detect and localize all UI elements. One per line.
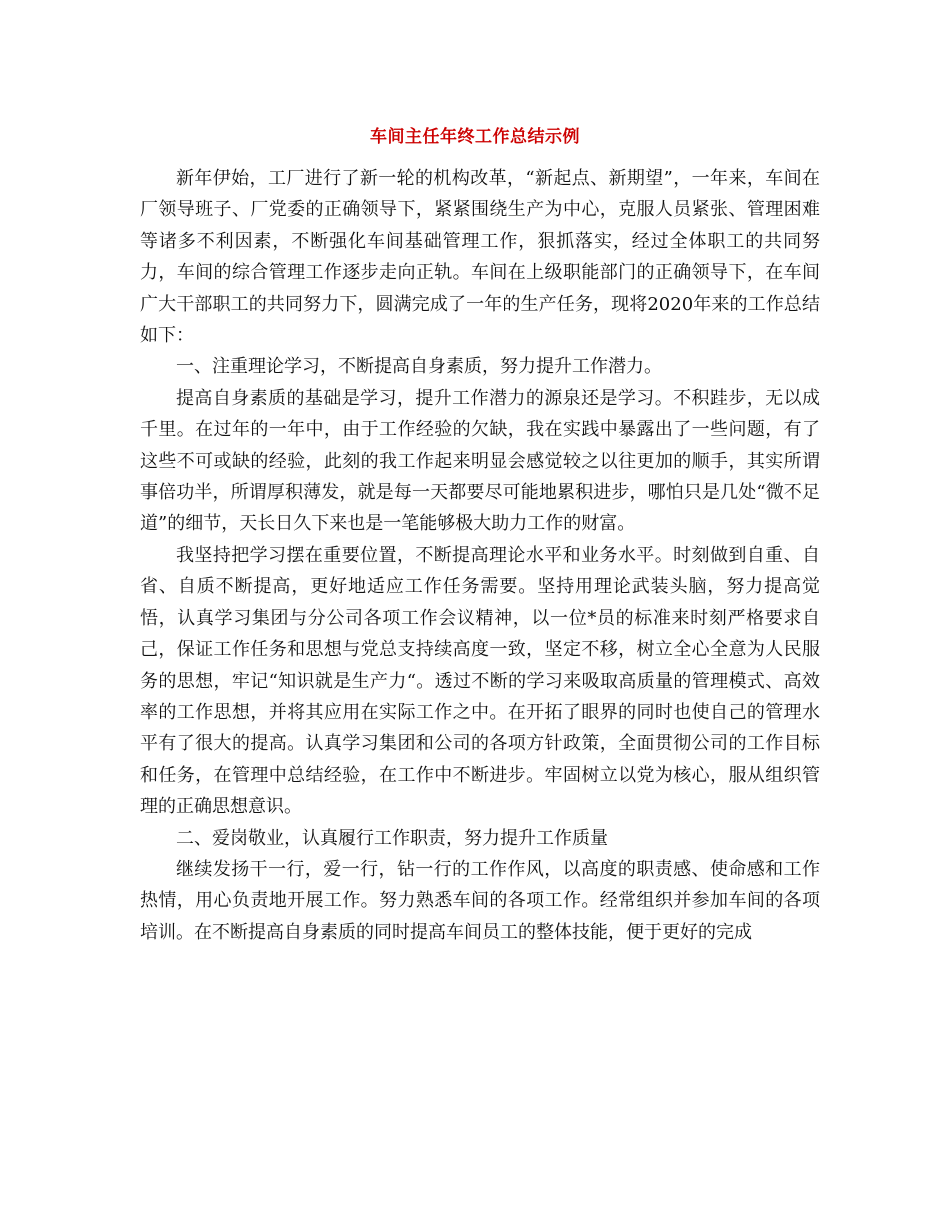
section-heading-1: 一、注重理论学习，不断提高自身素质，努力提升工作潜力。 xyxy=(176,356,662,378)
document-body xyxy=(140,163,820,948)
paragraph-intro: 新年伊始，工厂进行了新一轮的机构改革，“新起点、新期望”，一年来，车间在厂领导班子、厂党委的正确领导下，紧紧围绕生产为中心，克服人员紧张、管理困难等诸多不利因素，不断强化车间基础管理工作，狠抓落实，经过全体职工的共同努力，车间的综合管理工作逐步走向正轨。车间在上级职能部门的正确领导下，在车间广大干部职工的共同努力下，圆满完成了一年的生产任务，现将2020年来的工作总结如下： xyxy=(140,168,820,347)
paragraph-work-style: 继续发扬干一行，爱一行，钻一行的工作作风，以高度的职责感、使命感和工作热情，用心负责地开展工作。努力熟悉车间的各项工作。经常组织并参加车间的各项培训。在不断提高自身素质的同时提高车间员工的整体技能，便于更好的完成 xyxy=(140,858,820,943)
paragraph-study-priority: 我坚持把学习摆在重要位置，不断提高理论水平和业务水平。时刻做到自重、自省、自质不断提高，更好地适应工作任务需要。坚持用理论武装头脑，努力提高觉悟，认真学习集团与分公司各项工作会议精神，以一位*员的标准来时刻严格要求自己，保证工作任务和思想与党总支持续高度一致，坚定不移，树立全心全意为人民服务的思想，牢记“知识就是生产力“。透过不断的学习来吸取高质量的管理模式、高效率的工作思想，并将其应用在实际工作之中。在开拓了眼界的同时也使自己的管理水平有了很大的提高。认真学习集团和公司的各项方针政策，全面贯彻公司的工作目标和任务，在管理中总结经验，在工作中不断进步。牢固树立以党为核心，服从组织管理的正确思想意识。 xyxy=(140,544,820,818)
document-title: 车间主任年终工作总结示例 xyxy=(370,127,580,147)
paragraph-study-foundation: 提高自身素质的基础是学习，提升工作潜力的源泉还是学习。不积跬步，无以成千里。在过年的一年中，由于工作经验的欠缺，我在实践中暴露出了一些问题，有了这些不可或缺的经验，此刻的我工作起来明显会感觉较之以往更加的顺手，其实所谓事倍功半，所谓厚积薄发，就是每一天都要尽可能地累积进步，哪怕只是几处“微不足道”的细节，天长日久下来也是一笔能够极大助力工作的财富。 xyxy=(140,387,820,535)
section-heading-2: 二、爱岗敬业，认真履行工作职责，努力提升工作质量 xyxy=(176,827,608,849)
